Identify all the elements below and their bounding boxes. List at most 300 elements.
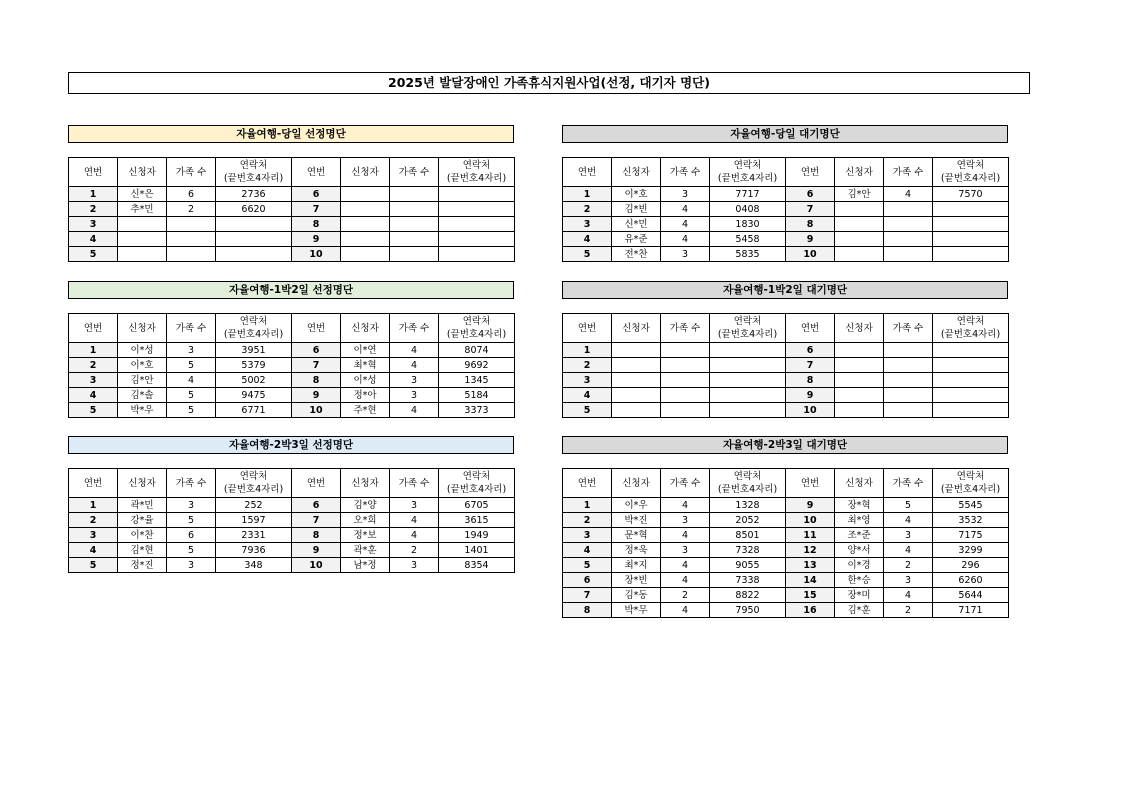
contact-label: 연락처 bbox=[239, 471, 268, 482]
row-number: 6 bbox=[292, 343, 341, 358]
contact-sublabel: (끝번호4자리) bbox=[446, 173, 507, 184]
contact-digits: 296 bbox=[933, 558, 1009, 573]
col-header-no: 연번 bbox=[786, 469, 835, 498]
table-row bbox=[69, 403, 515, 418]
row-number: 8 bbox=[563, 603, 612, 618]
family-count: 3 bbox=[390, 498, 439, 513]
applicant-name: 이*성 bbox=[118, 343, 167, 358]
row-number: 8 bbox=[786, 217, 835, 232]
contact-label: 연락처 bbox=[956, 160, 985, 171]
row-number: 10 bbox=[292, 558, 341, 573]
family-count bbox=[390, 187, 439, 202]
table-row bbox=[563, 498, 1009, 513]
row-number: 3 bbox=[69, 528, 118, 543]
day-trip-selected-section bbox=[68, 125, 514, 262]
contact-digits bbox=[933, 388, 1009, 403]
contact-digits: 7936 bbox=[216, 543, 292, 558]
row-number: 11 bbox=[786, 528, 835, 543]
contact-digits bbox=[933, 343, 1009, 358]
row-number: 3 bbox=[69, 373, 118, 388]
col-header-family: 가족 수 bbox=[167, 314, 216, 343]
family-count: 5 bbox=[167, 358, 216, 373]
contact-digits: 7175 bbox=[933, 528, 1009, 543]
family-count: 2 bbox=[884, 603, 933, 618]
family-count: 5 bbox=[884, 498, 933, 513]
col-header-family: 가족 수 bbox=[390, 469, 439, 498]
applicant-name: 강*율 bbox=[118, 513, 167, 528]
applicant-name: 이*경 bbox=[835, 558, 884, 573]
col-header-no: 연번 bbox=[292, 158, 341, 187]
row-number: 4 bbox=[563, 543, 612, 558]
table-row bbox=[69, 343, 515, 358]
applicant-name: 박*우 bbox=[118, 403, 167, 418]
applicant-name bbox=[341, 202, 390, 217]
col-header-name: 신청자 bbox=[341, 469, 390, 498]
contact-label: 연락처 bbox=[462, 160, 491, 171]
col-header-no: 연번 bbox=[69, 314, 118, 343]
col-header-contact bbox=[439, 314, 515, 343]
row-number: 2 bbox=[563, 358, 612, 373]
two-night-waitlist-section bbox=[562, 436, 1008, 618]
contact-digits: 7171 bbox=[933, 603, 1009, 618]
contact-digits: 7570 bbox=[933, 187, 1009, 202]
table-row bbox=[563, 202, 1009, 217]
family-count: 4 bbox=[884, 588, 933, 603]
row-number: 1 bbox=[563, 187, 612, 202]
row-number: 10 bbox=[292, 403, 341, 418]
contact-digits bbox=[439, 232, 515, 247]
contact-digits bbox=[710, 358, 786, 373]
contact-digits: 2052 bbox=[710, 513, 786, 528]
family-count: 3 bbox=[884, 528, 933, 543]
table-row bbox=[563, 343, 1009, 358]
family-count: 2 bbox=[167, 202, 216, 217]
applicant-name: 최*영 bbox=[835, 513, 884, 528]
table-row bbox=[563, 558, 1009, 573]
family-count bbox=[390, 217, 439, 232]
contact-digits bbox=[439, 202, 515, 217]
col-header-name: 신청자 bbox=[612, 469, 661, 498]
section-title: 자율여행-당일 선정명단 bbox=[68, 125, 514, 143]
row-number: 4 bbox=[69, 232, 118, 247]
contact-digits: 8822 bbox=[710, 588, 786, 603]
applicant-name bbox=[612, 358, 661, 373]
contact-digits: 3615 bbox=[439, 513, 515, 528]
table-row bbox=[563, 358, 1009, 373]
row-number: 4 bbox=[563, 232, 612, 247]
col-header-family: 가족 수 bbox=[884, 158, 933, 187]
applicant-name: 김*양 bbox=[341, 498, 390, 513]
roster-table bbox=[68, 468, 515, 573]
header-row bbox=[69, 158, 515, 187]
table-row bbox=[69, 373, 515, 388]
contact-label: 연락처 bbox=[733, 471, 762, 482]
family-count bbox=[884, 232, 933, 247]
contact-digits: 8501 bbox=[710, 528, 786, 543]
family-count bbox=[661, 358, 710, 373]
table-row bbox=[563, 573, 1009, 588]
col-header-no: 연번 bbox=[69, 158, 118, 187]
family-count bbox=[884, 202, 933, 217]
row-number: 9 bbox=[786, 388, 835, 403]
row-number: 1 bbox=[69, 187, 118, 202]
table-row bbox=[69, 187, 515, 202]
family-count: 2 bbox=[390, 543, 439, 558]
family-count: 3 bbox=[884, 573, 933, 588]
applicant-name: 조*준 bbox=[835, 528, 884, 543]
applicant-name: 곽*민 bbox=[118, 498, 167, 513]
applicant-name: 정*아 bbox=[341, 388, 390, 403]
contact-digits: 7950 bbox=[710, 603, 786, 618]
contact-digits: 9055 bbox=[710, 558, 786, 573]
applicant-name: 한*승 bbox=[835, 573, 884, 588]
contact-digits: 2736 bbox=[216, 187, 292, 202]
applicant-name: 최*혁 bbox=[341, 358, 390, 373]
contact-digits: 5545 bbox=[933, 498, 1009, 513]
day-trip-waitlist-section bbox=[562, 125, 1008, 262]
col-header-name: 신청자 bbox=[835, 469, 884, 498]
family-count: 4 bbox=[661, 573, 710, 588]
applicant-name bbox=[835, 217, 884, 232]
contact-digits bbox=[439, 187, 515, 202]
row-number: 2 bbox=[563, 202, 612, 217]
contact-sublabel: (끝번호4자리) bbox=[223, 329, 284, 340]
applicant-name: 정*보 bbox=[341, 528, 390, 543]
applicant-name bbox=[341, 217, 390, 232]
applicant-name bbox=[835, 388, 884, 403]
contact-digits bbox=[710, 343, 786, 358]
contact-digits: 348 bbox=[216, 558, 292, 573]
applicant-name bbox=[835, 232, 884, 247]
row-number: 7 bbox=[786, 358, 835, 373]
table-row bbox=[563, 187, 1009, 202]
contact-digits bbox=[710, 388, 786, 403]
contact-digits: 9475 bbox=[216, 388, 292, 403]
contact-digits: 3373 bbox=[439, 403, 515, 418]
section-title: 자율여행-당일 대기명단 bbox=[562, 125, 1008, 143]
contact-digits bbox=[439, 217, 515, 232]
family-count: 3 bbox=[661, 543, 710, 558]
col-header-family: 가족 수 bbox=[167, 158, 216, 187]
row-number: 4 bbox=[69, 543, 118, 558]
row-number: 9 bbox=[292, 543, 341, 558]
row-number: 4 bbox=[563, 388, 612, 403]
contact-sublabel: (끝번호4자리) bbox=[940, 484, 1001, 495]
contact-digits: 8074 bbox=[439, 343, 515, 358]
family-count bbox=[167, 247, 216, 262]
row-number: 3 bbox=[563, 217, 612, 232]
col-header-contact bbox=[216, 469, 292, 498]
row-number: 7 bbox=[292, 358, 341, 373]
contact-label: 연락처 bbox=[239, 160, 268, 171]
col-header-no: 연번 bbox=[563, 469, 612, 498]
roster-table bbox=[562, 157, 1009, 262]
col-header-family: 가족 수 bbox=[167, 469, 216, 498]
family-count bbox=[661, 388, 710, 403]
applicant-name: 양*서 bbox=[835, 543, 884, 558]
col-header-name: 신청자 bbox=[118, 158, 167, 187]
family-count: 6 bbox=[167, 187, 216, 202]
family-count: 4 bbox=[661, 217, 710, 232]
family-count: 3 bbox=[390, 388, 439, 403]
col-header-no: 연번 bbox=[69, 469, 118, 498]
table-row bbox=[69, 217, 515, 232]
family-count: 3 bbox=[390, 373, 439, 388]
col-header-name: 신청자 bbox=[341, 158, 390, 187]
family-count: 4 bbox=[884, 543, 933, 558]
family-count: 5 bbox=[167, 513, 216, 528]
col-header-no: 연번 bbox=[292, 314, 341, 343]
col-header-contact bbox=[439, 469, 515, 498]
applicant-name: 정*진 bbox=[118, 558, 167, 573]
applicant-name: 김*빈 bbox=[612, 202, 661, 217]
table-row bbox=[69, 388, 515, 403]
applicant-name bbox=[612, 403, 661, 418]
family-count: 2 bbox=[884, 558, 933, 573]
family-count bbox=[167, 217, 216, 232]
contact-sublabel: (끝번호4자리) bbox=[446, 484, 507, 495]
roster-table bbox=[68, 157, 515, 262]
row-number: 12 bbox=[786, 543, 835, 558]
contact-sublabel: (끝번호4자리) bbox=[223, 484, 284, 495]
contact-digits bbox=[933, 358, 1009, 373]
applicant-name: 장*빈 bbox=[612, 573, 661, 588]
contact-digits: 7338 bbox=[710, 573, 786, 588]
roster-table bbox=[562, 468, 1009, 618]
section-title: 자율여행-1박2일 선정명단 bbox=[68, 281, 514, 299]
family-count: 4 bbox=[884, 513, 933, 528]
contact-digits: 3532 bbox=[933, 513, 1009, 528]
header-row bbox=[69, 469, 515, 498]
row-number: 7 bbox=[786, 202, 835, 217]
header-row bbox=[563, 314, 1009, 343]
family-count: 4 bbox=[661, 232, 710, 247]
contact-label: 연락처 bbox=[462, 316, 491, 327]
family-count: 5 bbox=[167, 388, 216, 403]
col-header-name: 신청자 bbox=[118, 469, 167, 498]
family-count: 3 bbox=[167, 343, 216, 358]
contact-digits: 8354 bbox=[439, 558, 515, 573]
family-count: 5 bbox=[167, 543, 216, 558]
applicant-name: 추*민 bbox=[118, 202, 167, 217]
contact-digits: 9692 bbox=[439, 358, 515, 373]
header-row bbox=[69, 314, 515, 343]
applicant-name: 김*동 bbox=[612, 588, 661, 603]
row-number: 14 bbox=[786, 573, 835, 588]
contact-digits bbox=[933, 373, 1009, 388]
contact-digits: 1401 bbox=[439, 543, 515, 558]
col-header-name: 신청자 bbox=[835, 314, 884, 343]
col-header-name: 신청자 bbox=[612, 314, 661, 343]
applicant-name: 이*우 bbox=[612, 498, 661, 513]
applicant-name: 이*성 bbox=[341, 373, 390, 388]
row-number: 1 bbox=[563, 498, 612, 513]
applicant-name: 주*현 bbox=[341, 403, 390, 418]
applicant-name bbox=[118, 232, 167, 247]
contact-digits bbox=[216, 247, 292, 262]
contact-sublabel: (끝번호4자리) bbox=[717, 484, 778, 495]
family-count: 3 bbox=[661, 247, 710, 262]
applicant-name: 오*희 bbox=[341, 513, 390, 528]
family-count bbox=[661, 373, 710, 388]
applicant-name bbox=[612, 343, 661, 358]
contact-digits: 5184 bbox=[439, 388, 515, 403]
col-header-contact bbox=[439, 158, 515, 187]
contact-digits: 252 bbox=[216, 498, 292, 513]
applicant-name bbox=[835, 247, 884, 262]
row-number: 2 bbox=[69, 202, 118, 217]
col-header-name: 신청자 bbox=[835, 158, 884, 187]
applicant-name: 전*찬 bbox=[612, 247, 661, 262]
table-row bbox=[69, 247, 515, 262]
contact-digits bbox=[933, 403, 1009, 418]
applicant-name bbox=[341, 232, 390, 247]
applicant-name: 신*은 bbox=[118, 187, 167, 202]
row-number: 2 bbox=[69, 358, 118, 373]
contact-digits: 5002 bbox=[216, 373, 292, 388]
contact-digits: 6620 bbox=[216, 202, 292, 217]
row-number: 1 bbox=[69, 498, 118, 513]
contact-sublabel: (끝번호4자리) bbox=[717, 173, 778, 184]
row-number: 2 bbox=[563, 513, 612, 528]
family-count: 4 bbox=[661, 603, 710, 618]
col-header-no: 연번 bbox=[563, 314, 612, 343]
applicant-name: 곽*훈 bbox=[341, 543, 390, 558]
row-number: 10 bbox=[786, 247, 835, 262]
col-header-family: 가족 수 bbox=[661, 158, 710, 187]
col-header-family: 가족 수 bbox=[390, 314, 439, 343]
col-header-family: 가족 수 bbox=[661, 469, 710, 498]
col-header-contact bbox=[710, 314, 786, 343]
applicant-name bbox=[341, 187, 390, 202]
applicant-name: 박*무 bbox=[612, 603, 661, 618]
family-count bbox=[661, 403, 710, 418]
family-count: 3 bbox=[661, 513, 710, 528]
row-number: 3 bbox=[563, 373, 612, 388]
row-number: 7 bbox=[292, 202, 341, 217]
col-header-name: 신청자 bbox=[612, 158, 661, 187]
contact-sublabel: (끝번호4자리) bbox=[940, 329, 1001, 340]
applicant-name: 김*안 bbox=[835, 187, 884, 202]
row-number: 8 bbox=[292, 528, 341, 543]
col-header-no: 연번 bbox=[563, 158, 612, 187]
applicant-name: 장*혁 bbox=[835, 498, 884, 513]
contact-digits: 1345 bbox=[439, 373, 515, 388]
row-number: 10 bbox=[292, 247, 341, 262]
applicant-name bbox=[118, 217, 167, 232]
applicant-name: 김*솔 bbox=[118, 388, 167, 403]
contact-digits: 5835 bbox=[710, 247, 786, 262]
applicant-name bbox=[118, 247, 167, 262]
col-header-contact bbox=[933, 469, 1009, 498]
contact-sublabel: (끝번호4자리) bbox=[223, 173, 284, 184]
row-number: 7 bbox=[563, 588, 612, 603]
row-number: 8 bbox=[786, 373, 835, 388]
table-row bbox=[563, 403, 1009, 418]
roster-table bbox=[68, 313, 515, 418]
family-count: 3 bbox=[661, 187, 710, 202]
applicant-name: 이*호 bbox=[612, 187, 661, 202]
col-header-contact bbox=[216, 158, 292, 187]
family-count bbox=[390, 202, 439, 217]
table-row bbox=[563, 603, 1009, 618]
section-title: 자율여행-2박3일 대기명단 bbox=[562, 436, 1008, 454]
col-header-contact bbox=[933, 158, 1009, 187]
contact-label: 연락처 bbox=[462, 471, 491, 482]
applicant-name bbox=[835, 403, 884, 418]
applicant-name: 신*민 bbox=[612, 217, 661, 232]
family-count: 4 bbox=[390, 403, 439, 418]
family-count bbox=[884, 343, 933, 358]
family-count: 6 bbox=[167, 528, 216, 543]
col-header-contact bbox=[933, 314, 1009, 343]
applicant-name bbox=[835, 373, 884, 388]
contact-digits: 0408 bbox=[710, 202, 786, 217]
table-row bbox=[563, 513, 1009, 528]
row-number: 13 bbox=[786, 558, 835, 573]
family-count bbox=[167, 232, 216, 247]
section-title: 자율여행-1박2일 대기명단 bbox=[562, 281, 1008, 299]
family-count: 4 bbox=[167, 373, 216, 388]
table-row bbox=[69, 232, 515, 247]
header-row bbox=[563, 158, 1009, 187]
col-header-name: 신청자 bbox=[341, 314, 390, 343]
table-row bbox=[563, 528, 1009, 543]
contact-digits: 1949 bbox=[439, 528, 515, 543]
contact-digits: 5644 bbox=[933, 588, 1009, 603]
row-number: 1 bbox=[563, 343, 612, 358]
one-night-waitlist-section bbox=[562, 281, 1008, 418]
family-count: 3 bbox=[167, 498, 216, 513]
table-row bbox=[563, 588, 1009, 603]
row-number: 10 bbox=[786, 513, 835, 528]
row-number: 2 bbox=[69, 513, 118, 528]
table-row bbox=[563, 247, 1009, 262]
col-header-contact bbox=[710, 158, 786, 187]
col-header-no: 연번 bbox=[786, 158, 835, 187]
col-header-contact bbox=[216, 314, 292, 343]
table-row bbox=[69, 558, 515, 573]
contact-digits: 7328 bbox=[710, 543, 786, 558]
row-number: 10 bbox=[786, 403, 835, 418]
row-number: 7 bbox=[292, 513, 341, 528]
row-number: 6 bbox=[292, 498, 341, 513]
row-number: 3 bbox=[69, 217, 118, 232]
row-number: 6 bbox=[786, 343, 835, 358]
row-number: 9 bbox=[292, 232, 341, 247]
applicant-name: 이*호 bbox=[118, 358, 167, 373]
row-number: 5 bbox=[69, 247, 118, 262]
row-number: 8 bbox=[292, 373, 341, 388]
contact-digits: 3299 bbox=[933, 543, 1009, 558]
row-number: 16 bbox=[786, 603, 835, 618]
table-row bbox=[69, 528, 515, 543]
family-count: 3 bbox=[390, 558, 439, 573]
table-row bbox=[563, 388, 1009, 403]
table-row bbox=[69, 513, 515, 528]
family-count: 4 bbox=[661, 528, 710, 543]
row-number: 8 bbox=[292, 217, 341, 232]
roster-table bbox=[562, 313, 1009, 418]
col-header-name: 신청자 bbox=[118, 314, 167, 343]
applicant-name: 김*훈 bbox=[835, 603, 884, 618]
row-number: 15 bbox=[786, 588, 835, 603]
contact-digits: 6705 bbox=[439, 498, 515, 513]
applicant-name bbox=[835, 202, 884, 217]
family-count bbox=[390, 232, 439, 247]
contact-digits bbox=[216, 232, 292, 247]
row-number: 6 bbox=[563, 573, 612, 588]
